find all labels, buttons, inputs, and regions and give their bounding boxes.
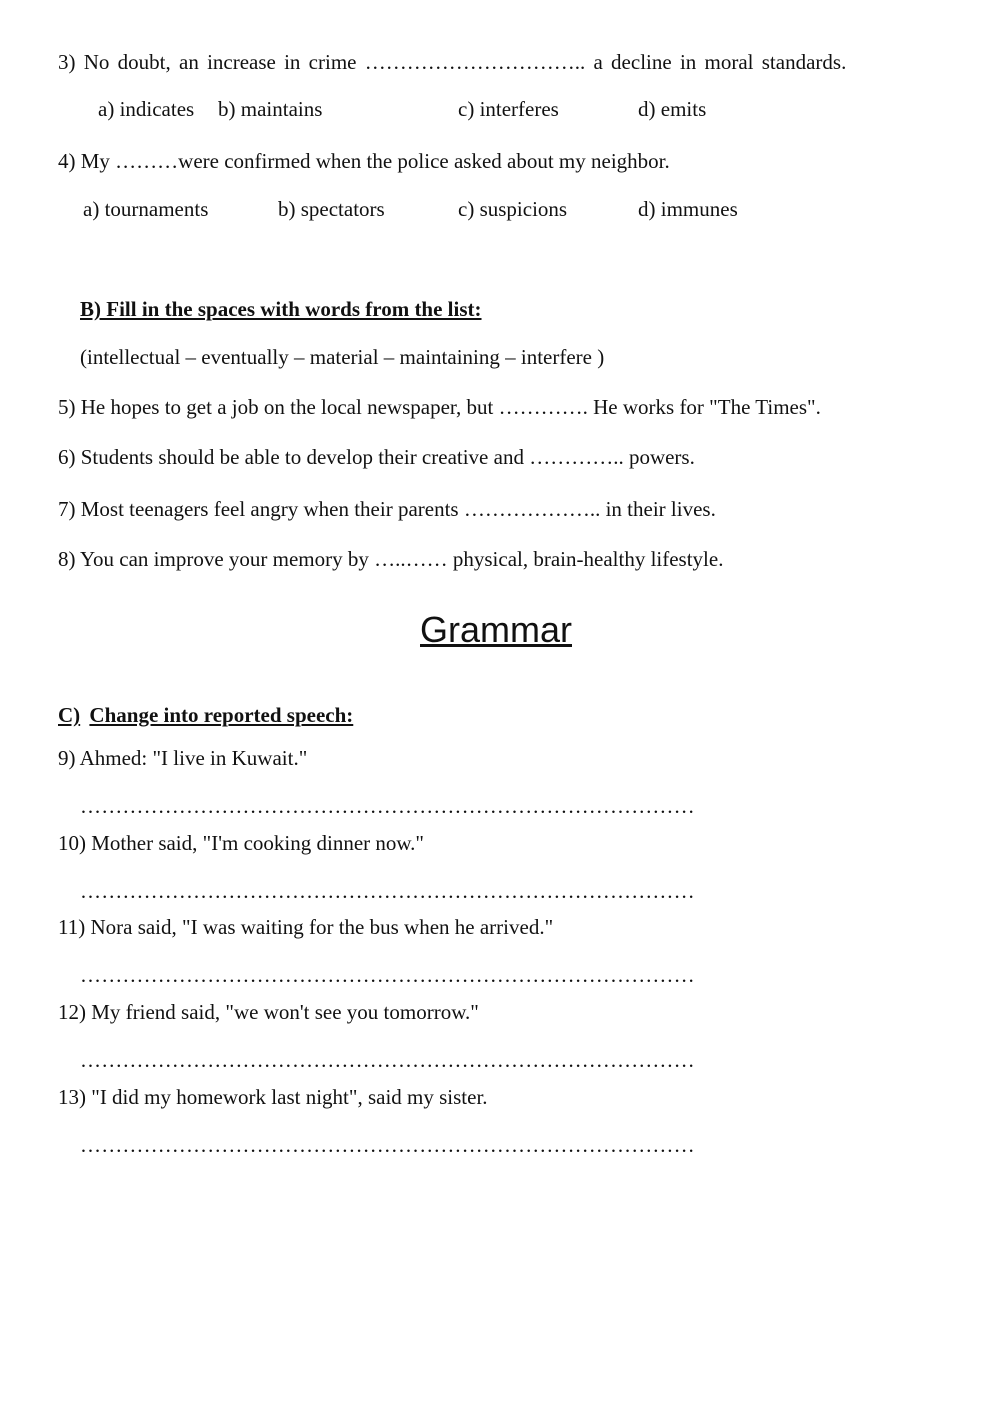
grammar-title: Grammar [420, 609, 572, 650]
question-3-stem: 3) No doubt, an increase in crime ………………………….. a decline in moral standards. [58, 50, 847, 74]
question-4-option-c: c) suspicions [458, 197, 568, 221]
question-8: 8) You can improve your memory by …..…… physical, brain-healthy lifestyle. [58, 547, 724, 571]
section-c-heading-row [58, 702, 353, 728]
question-4-stem: 4) My ………were confirmed when the police asked about my neighbor. [58, 149, 670, 173]
section-c-heading: Change into reported speech: [89, 703, 354, 727]
question-12: 12) My friend said, "we won't see you tomorrow." [58, 1000, 479, 1024]
section-c-label: C) [58, 703, 81, 727]
question-11: 11) Nora said, "I was waiting for the bus when he arrived." [58, 915, 554, 939]
answer-line-12: …………………………………………………………………………… [80, 1048, 695, 1072]
answer-line-13: …………………………………………………………………………… [80, 1133, 695, 1157]
question-13: 13) "I did my homework last night", said my sister. [58, 1085, 488, 1109]
question-9: 9) Ahmed: "I live in Kuwait." [58, 746, 308, 770]
section-b-word-list: (intellectual – eventually – material – maintaining – interfere ) [80, 345, 605, 369]
section-b-heading: B) Fill in the spaces with words from the list: [80, 297, 482, 321]
question-5: 5) He hopes to get a job on the local newspaper, but …………. He works for "The Times". [58, 395, 821, 419]
question-3-option-d: d) emits [638, 97, 707, 121]
question-7: 7) Most teenagers feel angry when their parents ……………….. in their lives. [58, 497, 716, 521]
question-3-option-a: a) indicates [98, 97, 195, 121]
question-10: 10) Mother said, "I'm cooking dinner now." [58, 831, 425, 855]
question-4-option-b: b) spectators [278, 197, 385, 221]
question-4-option-a: a) tournaments [83, 197, 209, 221]
answer-line-10: …………………………………………………………………………… [80, 879, 695, 903]
question-3-option-c: c) interferes [458, 97, 559, 121]
question-6: 6) Students should be able to develop their creative and ………….. powers. [58, 445, 695, 469]
question-3-option-b: b) maintains [218, 97, 323, 121]
answer-line-9: …………………………………………………………………………… [80, 794, 695, 818]
question-4-option-d: d) immunes [638, 197, 738, 221]
answer-line-11: …………………………………………………………………………… [80, 963, 695, 987]
